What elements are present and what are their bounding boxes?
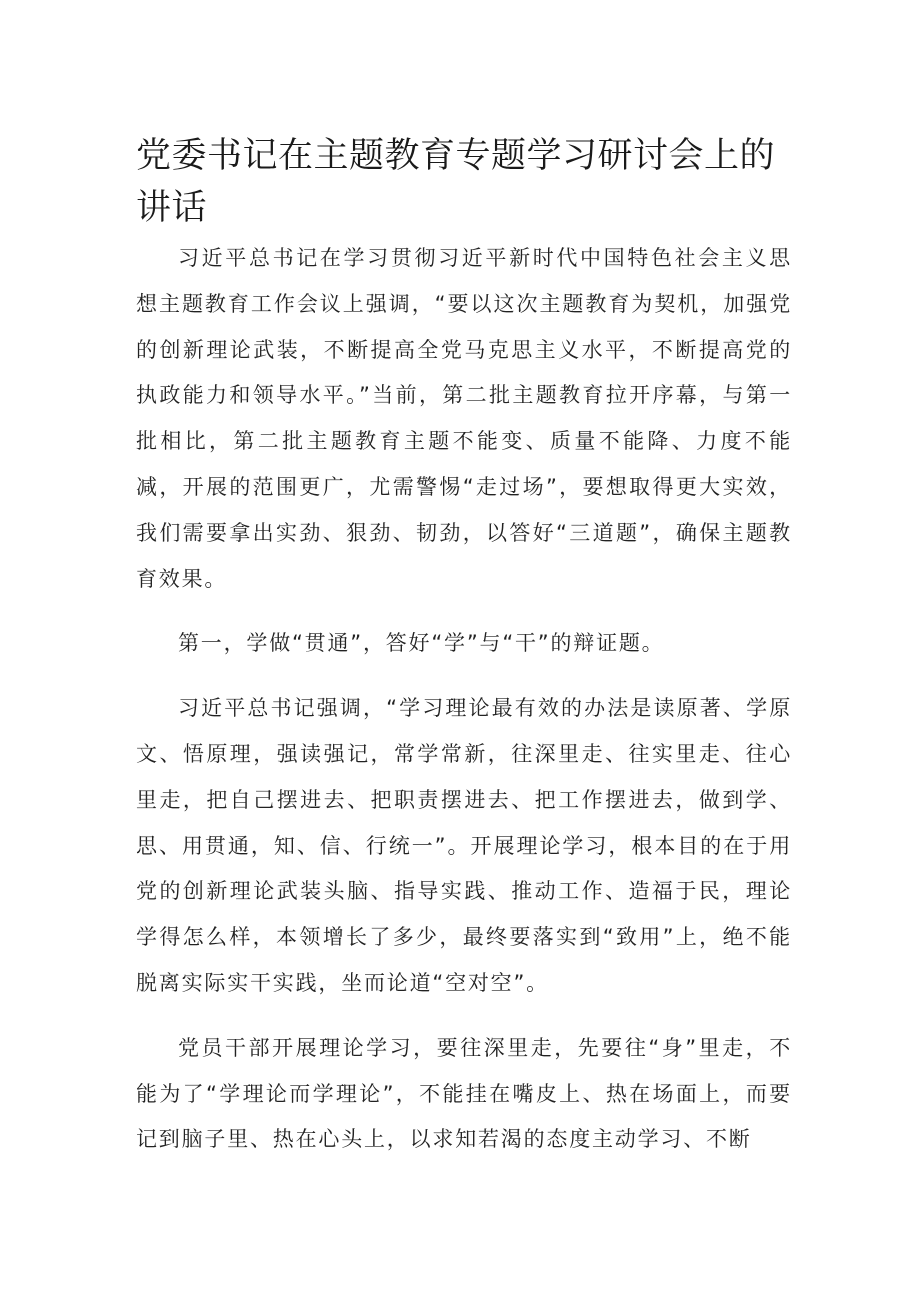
paragraph-quote: 习近平总书记强调，“学习理论最有效的办法是读原著、学原文、悟原理，强读强记，常学常新，往深里走、往实里走、往心里走，把自己摆进去、把职责摆进去、把工作摆进去，做到学、思、用贯通，知、信、行统一”。开展理论学习，根本目的在于用党的创新理论武装头脑、指导实践、推动工作、造福于民，理论学得怎么样，本领增长了多少，最终要落实到“致用”上，绝不能脱离实际实干实践，坐而论道“空对空”。	[136, 696, 792, 995]
paragraph-intro: 习近平总书记在学习贯彻习近平新时代中国特色社会主义思想主题教育工作会议上强调，“要以这次主题教育为契机，加强党的创新理论武装，不断提高全党马克思主义水平，不断提高党的执政能力和领导水平。”当前，第二批主题教育拉开序幕，与第一批相比，第二批主题教育主题不能变、质量不能降、力度不能减，开展的范围更广，尤需警惕“走过场”，要想取得更大实效，我们需要拿出实劲、狠劲、韧劲，以答好“三道题”，确保主题教育效果。	[136, 246, 792, 591]
paragraph-study: 党员干部开展理论学习，要往深里走，先要往“身”里走，不能为了“学理论而学理论”，不能挂在嘴皮上、热在场面上，而要记到脑子里、热在心头上，以求知若渴的态度主动学习、不断	[136, 1035, 792, 1152]
document-body	[136, 236, 792, 1182]
paragraph-section-one-heading: 第一，学做“贯通”，答好“学”与“干”的辩证题。	[178, 631, 665, 656]
document-title: 党委书记在主题教育专题学习研讨会上的讲话	[136, 136, 776, 228]
